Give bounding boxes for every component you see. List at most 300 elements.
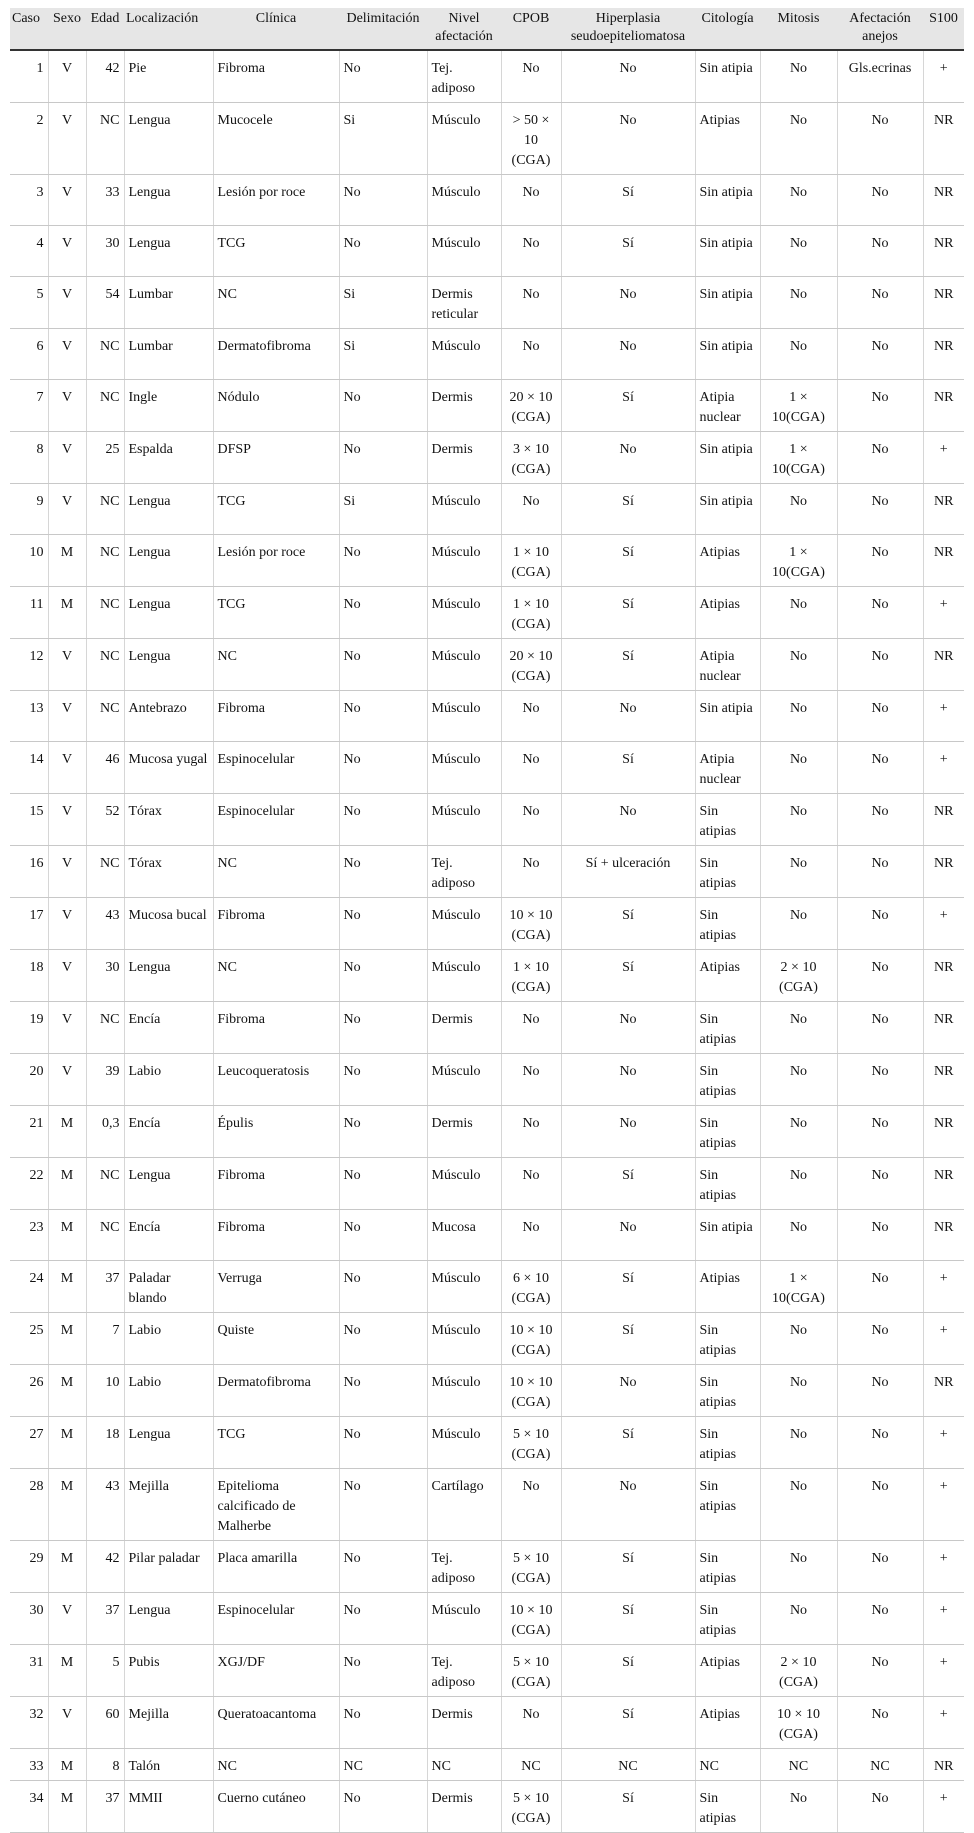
cell-clinica: TCG <box>213 1417 339 1469</box>
cell-edad: 30 <box>86 950 124 1002</box>
cell-mitosis: No <box>760 1313 837 1365</box>
cell-sexo: V <box>48 329 86 380</box>
cell-afectacion-anejos: No <box>837 794 923 846</box>
cell-localizacion: Lumbar <box>124 329 213 380</box>
cell-nivel-afectacion: Músculo <box>427 742 501 794</box>
cell-caso: 6 <box>10 329 48 380</box>
cell-cpob: No <box>501 226 561 277</box>
cell-delimitacion: Si <box>339 277 427 329</box>
cell-nivel-afectacion: Músculo <box>427 484 501 535</box>
cell-nivel-afectacion: Dermis <box>427 1106 501 1158</box>
cell-s100: NR <box>923 329 964 380</box>
cell-afectacion-anejos: No <box>837 1469 923 1541</box>
cell-edad: 37 <box>86 1261 124 1313</box>
cell-sexo: M <box>48 1313 86 1365</box>
cell-mitosis: No <box>760 587 837 639</box>
cell-edad: NC <box>86 639 124 691</box>
table-row <box>10 103 964 175</box>
cell-clinica: Fibroma <box>213 691 339 742</box>
cell-cpob: No <box>501 794 561 846</box>
cell-edad: 0,3 <box>86 1106 124 1158</box>
cell-nivel-afectacion: Músculo <box>427 1261 501 1313</box>
header-row <box>10 8 964 50</box>
cell-cpob: 6 × 10 (CGA) <box>501 1261 561 1313</box>
cell-cpob: No <box>501 1054 561 1106</box>
table-row <box>10 1365 964 1417</box>
cell-caso: 4 <box>10 226 48 277</box>
cell-delimitacion: Si <box>339 484 427 535</box>
cell-caso: 27 <box>10 1417 48 1469</box>
cell-clinica: NC <box>213 950 339 1002</box>
cell-s100: + <box>923 1417 964 1469</box>
cell-mitosis: No <box>760 175 837 226</box>
cell-cpob: 5 × 10 (CGA) <box>501 1417 561 1469</box>
cell-mitosis: No <box>760 1541 837 1593</box>
cell-hiperplasia: Sí <box>561 1781 695 1833</box>
cell-citologia: Sin atipias <box>695 1054 760 1106</box>
cell-delimitacion: No <box>339 1210 427 1261</box>
cell-nivel-afectacion: Músculo <box>427 587 501 639</box>
cell-caso: 22 <box>10 1158 48 1210</box>
cell-afectacion-anejos: No <box>837 898 923 950</box>
cell-mitosis: No <box>760 1469 837 1541</box>
cell-afectacion-anejos: No <box>837 1417 923 1469</box>
cell-cpob: No <box>501 1002 561 1054</box>
cell-clinica: Cuerno cutáneo <box>213 1781 339 1833</box>
cell-localizacion: Ingle <box>124 380 213 432</box>
cell-cpob: 5 × 10 (CGA) <box>501 1645 561 1697</box>
cell-s100: NR <box>923 380 964 432</box>
cell-caso: 34 <box>10 1781 48 1833</box>
cell-nivel-afectacion: Músculo <box>427 898 501 950</box>
cell-cpob: > 50 × 10 (CGA) <box>501 103 561 175</box>
cell-clinica: TCG <box>213 226 339 277</box>
cell-hiperplasia: Sí <box>561 226 695 277</box>
cell-mitosis: 1 × 10(CGA) <box>760 380 837 432</box>
cell-sexo: V <box>48 1002 86 1054</box>
cell-citologia: Sin atipias <box>695 794 760 846</box>
cell-s100: + <box>923 1313 964 1365</box>
cell-cpob: 3 × 10 (CGA) <box>501 432 561 484</box>
cell-caso: 12 <box>10 639 48 691</box>
cell-edad: NC <box>86 691 124 742</box>
cell-citologia: Atipia nuclear <box>695 742 760 794</box>
cell-s100: NR <box>923 1365 964 1417</box>
cell-nivel-afectacion: Músculo <box>427 1365 501 1417</box>
cell-sexo: M <box>48 1645 86 1697</box>
cell-localizacion: Pie <box>124 50 213 103</box>
cell-localizacion: Lengua <box>124 535 213 587</box>
cell-sexo: V <box>48 898 86 950</box>
cell-nivel-afectacion: Músculo <box>427 639 501 691</box>
cell-nivel-afectacion: Mucosa <box>427 1210 501 1261</box>
cell-hiperplasia: Sí <box>561 587 695 639</box>
cell-hiperplasia: No <box>561 277 695 329</box>
cell-hiperplasia: No <box>561 50 695 103</box>
cell-hiperplasia: No <box>561 103 695 175</box>
cell-citologia: Sin atipias <box>695 1469 760 1541</box>
cell-edad: 37 <box>86 1593 124 1645</box>
cell-sexo: M <box>48 1158 86 1210</box>
cell-nivel-afectacion: Dermis reticular <box>427 277 501 329</box>
cell-cpob: 1 × 10 (CGA) <box>501 587 561 639</box>
cell-hiperplasia: Sí <box>561 742 695 794</box>
cell-sexo: V <box>48 1593 86 1645</box>
cell-afectacion-anejos: No <box>837 432 923 484</box>
cell-clinica: Verruga <box>213 1261 339 1313</box>
cell-edad: NC <box>86 1158 124 1210</box>
table-row <box>10 1781 964 1833</box>
cell-localizacion: Encía <box>124 1106 213 1158</box>
cell-citologia: Atipias <box>695 1645 760 1697</box>
cell-mitosis: No <box>760 794 837 846</box>
cell-localizacion: Labio <box>124 1365 213 1417</box>
cell-edad: 8 <box>86 1749 124 1781</box>
cell-caso: 33 <box>10 1749 48 1781</box>
cell-sexo: V <box>48 1697 86 1749</box>
cell-hiperplasia: Sí <box>561 1697 695 1749</box>
cell-delimitacion: Si <box>339 329 427 380</box>
cell-cpob: No <box>501 175 561 226</box>
cell-caso: 7 <box>10 380 48 432</box>
cell-delimitacion: No <box>339 1469 427 1541</box>
cell-citologia: Atipias <box>695 587 760 639</box>
cell-localizacion: Lengua <box>124 639 213 691</box>
cell-clinica: Lesión por roce <box>213 175 339 226</box>
col-header-citologia: Citología <box>695 8 760 50</box>
cell-cpob: 10 × 10 (CGA) <box>501 1313 561 1365</box>
cell-caso: 28 <box>10 1469 48 1541</box>
cell-localizacion: Lengua <box>124 950 213 1002</box>
cell-cpob: 20 × 10 (CGA) <box>501 639 561 691</box>
table-row <box>10 587 964 639</box>
cell-edad: 39 <box>86 1054 124 1106</box>
cell-edad: 42 <box>86 50 124 103</box>
cell-hiperplasia: No <box>561 1210 695 1261</box>
cell-hiperplasia: Sí <box>561 1593 695 1645</box>
cell-citologia: Atipias <box>695 535 760 587</box>
cell-citologia: Sin atipia <box>695 50 760 103</box>
cell-clinica: Épulis <box>213 1106 339 1158</box>
cell-sexo: V <box>48 950 86 1002</box>
cell-hiperplasia: Sí <box>561 950 695 1002</box>
cell-nivel-afectacion: Músculo <box>427 950 501 1002</box>
cell-sexo: V <box>48 103 86 175</box>
cell-caso: 29 <box>10 1541 48 1593</box>
cell-afectacion-anejos: No <box>837 1002 923 1054</box>
cell-delimitacion: No <box>339 1781 427 1833</box>
cell-nivel-afectacion: Músculo <box>427 691 501 742</box>
cell-clinica: Fibroma <box>213 898 339 950</box>
cell-caso: 23 <box>10 1210 48 1261</box>
cell-nivel-afectacion: Tej. adiposo <box>427 1541 501 1593</box>
cell-mitosis: No <box>760 1106 837 1158</box>
cell-s100: NR <box>923 535 964 587</box>
cell-s100: NR <box>923 846 964 898</box>
cell-s100: + <box>923 1781 964 1833</box>
cell-edad: 33 <box>86 175 124 226</box>
cell-afectacion-anejos: No <box>837 329 923 380</box>
cell-citologia: Sin atipia <box>695 277 760 329</box>
cell-s100: NR <box>923 1054 964 1106</box>
cell-citologia: Sin atipias <box>695 1106 760 1158</box>
cell-caso: 3 <box>10 175 48 226</box>
cell-mitosis: 1 × 10(CGA) <box>760 535 837 587</box>
cell-localizacion: Lengua <box>124 1417 213 1469</box>
cell-hiperplasia: Sí <box>561 639 695 691</box>
table-body <box>10 50 964 1833</box>
cell-caso: 25 <box>10 1313 48 1365</box>
cell-edad: 52 <box>86 794 124 846</box>
table-row <box>10 1469 964 1541</box>
cell-cpob: No <box>501 691 561 742</box>
cell-s100: + <box>923 1469 964 1541</box>
cell-caso: 32 <box>10 1697 48 1749</box>
cell-nivel-afectacion: Dermis <box>427 432 501 484</box>
cell-afectacion-anejos: No <box>837 1541 923 1593</box>
cell-citologia: NC <box>695 1749 760 1781</box>
cell-sexo: M <box>48 1469 86 1541</box>
cell-cpob: 5 × 10 (CGA) <box>501 1541 561 1593</box>
cell-delimitacion: No <box>339 691 427 742</box>
cell-s100: NR <box>923 639 964 691</box>
cell-mitosis: NC <box>760 1749 837 1781</box>
cell-mitosis: No <box>760 1210 837 1261</box>
cell-caso: 14 <box>10 742 48 794</box>
col-header-clinica: Clínica <box>213 8 339 50</box>
cell-afectacion-anejos: No <box>837 535 923 587</box>
cell-clinica: NC <box>213 639 339 691</box>
col-header-cpob: CPOB <box>501 8 561 50</box>
cell-nivel-afectacion: Dermis <box>427 380 501 432</box>
cell-edad: 43 <box>86 898 124 950</box>
cell-afectacion-anejos: No <box>837 484 923 535</box>
cell-cpob: 10 × 10 (CGA) <box>501 1593 561 1645</box>
cell-clinica: Fibroma <box>213 1002 339 1054</box>
cell-mitosis: No <box>760 1002 837 1054</box>
cell-mitosis: No <box>760 277 837 329</box>
cell-nivel-afectacion: Músculo <box>427 1417 501 1469</box>
table-row <box>10 691 964 742</box>
table-row <box>10 1106 964 1158</box>
cell-nivel-afectacion: Músculo <box>427 1313 501 1365</box>
cell-sexo: M <box>48 1541 86 1593</box>
cell-edad: 37 <box>86 1781 124 1833</box>
cell-s100: NR <box>923 1210 964 1261</box>
cell-citologia: Sin atipias <box>695 846 760 898</box>
cell-delimitacion: No <box>339 950 427 1002</box>
cell-localizacion: Antebrazo <box>124 691 213 742</box>
cell-delimitacion: No <box>339 1417 427 1469</box>
cell-clinica: Epitelioma calcificado de Malherbe <box>213 1469 339 1541</box>
cell-clinica: Quiste <box>213 1313 339 1365</box>
cell-s100: NR <box>923 950 964 1002</box>
cell-afectacion-anejos: Gls.ecrinas <box>837 50 923 103</box>
cell-afectacion-anejos: No <box>837 950 923 1002</box>
table-row <box>10 1593 964 1645</box>
cell-afectacion-anejos: No <box>837 587 923 639</box>
cell-delimitacion: No <box>339 794 427 846</box>
cell-mitosis: No <box>760 103 837 175</box>
table-row <box>10 175 964 226</box>
cell-citologia: Sin atipia <box>695 226 760 277</box>
cell-sexo: V <box>48 1054 86 1106</box>
cell-clinica: NC <box>213 277 339 329</box>
cell-caso: 20 <box>10 1054 48 1106</box>
cell-citologia: Sin atipia <box>695 1210 760 1261</box>
cell-hiperplasia: No <box>561 432 695 484</box>
cell-edad: NC <box>86 329 124 380</box>
cell-localizacion: Lengua <box>124 226 213 277</box>
cell-mitosis: No <box>760 846 837 898</box>
cell-delimitacion: Si <box>339 103 427 175</box>
cell-sexo: V <box>48 432 86 484</box>
cell-afectacion-anejos: No <box>837 846 923 898</box>
cell-citologia: Sin atipias <box>695 1158 760 1210</box>
cell-hiperplasia: NC <box>561 1749 695 1781</box>
cell-s100: + <box>923 50 964 103</box>
cell-afectacion-anejos: No <box>837 1313 923 1365</box>
cell-citologia: Sin atipia <box>695 691 760 742</box>
cell-cpob: No <box>501 50 561 103</box>
cell-edad: 43 <box>86 1469 124 1541</box>
cell-clinica: Fibroma <box>213 50 339 103</box>
cell-nivel-afectacion: Dermis <box>427 1697 501 1749</box>
cell-citologia: Sin atipia <box>695 432 760 484</box>
cell-localizacion: Paladar blando <box>124 1261 213 1313</box>
col-header-delimitacion: Delimitación <box>339 8 427 50</box>
cell-sexo: V <box>48 50 86 103</box>
cell-afectacion-anejos: No <box>837 1781 923 1833</box>
col-header-afectacion-anejos: Afectación anejos <box>837 8 923 50</box>
cell-citologia: Sin atipia <box>695 175 760 226</box>
cell-nivel-afectacion: Músculo <box>427 175 501 226</box>
cell-afectacion-anejos: No <box>837 1365 923 1417</box>
cell-delimitacion: No <box>339 1106 427 1158</box>
table-row <box>10 1541 964 1593</box>
cell-s100: NR <box>923 1106 964 1158</box>
cell-s100: NR <box>923 484 964 535</box>
cell-hiperplasia: Sí <box>561 1417 695 1469</box>
cell-cpob: No <box>501 1158 561 1210</box>
cell-sexo: V <box>48 175 86 226</box>
table-row <box>10 1749 964 1781</box>
table-row <box>10 226 964 277</box>
cell-delimitacion: NC <box>339 1749 427 1781</box>
cell-clinica: Placa amarilla <box>213 1541 339 1593</box>
cell-mitosis: No <box>760 329 837 380</box>
cell-nivel-afectacion: Músculo <box>427 535 501 587</box>
cell-caso: 15 <box>10 794 48 846</box>
cell-hiperplasia: Sí <box>561 175 695 226</box>
cell-cpob: NC <box>501 1749 561 1781</box>
col-header-sexo: Sexo <box>48 8 86 50</box>
col-header-nivel-afectacion: Nivel afectación <box>427 8 501 50</box>
cell-caso: 9 <box>10 484 48 535</box>
cell-clinica: Dermatofibroma <box>213 1365 339 1417</box>
cell-nivel-afectacion: Músculo <box>427 226 501 277</box>
table-row <box>10 1313 964 1365</box>
cell-sexo: M <box>48 1261 86 1313</box>
cell-sexo: V <box>48 380 86 432</box>
cell-delimitacion: No <box>339 1541 427 1593</box>
cell-afectacion-anejos: No <box>837 742 923 794</box>
cell-localizacion: Labio <box>124 1313 213 1365</box>
cell-clinica: Espinocelular <box>213 742 339 794</box>
cell-afectacion-anejos: No <box>837 175 923 226</box>
cell-clinica: Leucoqueratosis <box>213 1054 339 1106</box>
cell-caso: 18 <box>10 950 48 1002</box>
cell-sexo: V <box>48 742 86 794</box>
cell-citologia: Sin atipias <box>695 1781 760 1833</box>
cell-localizacion: Mejilla <box>124 1697 213 1749</box>
cell-afectacion-anejos: No <box>837 691 923 742</box>
cell-clinica: NC <box>213 846 339 898</box>
cell-nivel-afectacion: Músculo <box>427 794 501 846</box>
cell-caso: 30 <box>10 1593 48 1645</box>
cell-delimitacion: No <box>339 1365 427 1417</box>
cell-s100: + <box>923 587 964 639</box>
cell-citologia: Sin atipias <box>695 1313 760 1365</box>
cell-clinica: Fibroma <box>213 1158 339 1210</box>
cell-clinica: Nódulo <box>213 380 339 432</box>
cell-cpob: No <box>501 1106 561 1158</box>
cell-caso: 31 <box>10 1645 48 1697</box>
cell-mitosis: No <box>760 484 837 535</box>
table-row <box>10 846 964 898</box>
cell-mitosis: 2 × 10 (CGA) <box>760 1645 837 1697</box>
cell-caso: 10 <box>10 535 48 587</box>
cell-clinica: Lesión por roce <box>213 535 339 587</box>
cell-localizacion: Talón <box>124 1749 213 1781</box>
cell-localizacion: Labio <box>124 1054 213 1106</box>
cell-mitosis: 1 × 10(CGA) <box>760 1261 837 1313</box>
cell-localizacion: Tórax <box>124 846 213 898</box>
cell-citologia: Sin atipias <box>695 1365 760 1417</box>
table-row <box>10 898 964 950</box>
cell-delimitacion: No <box>339 1313 427 1365</box>
cell-hiperplasia: Sí <box>561 1158 695 1210</box>
cell-citologia: Sin atipia <box>695 484 760 535</box>
cell-delimitacion: No <box>339 226 427 277</box>
cell-localizacion: Lengua <box>124 484 213 535</box>
cell-edad: 10 <box>86 1365 124 1417</box>
cell-mitosis: No <box>760 898 837 950</box>
cell-clinica: Espinocelular <box>213 1593 339 1645</box>
cell-localizacion: Pilar paladar <box>124 1541 213 1593</box>
cell-cpob: 20 × 10 (CGA) <box>501 380 561 432</box>
cell-edad: 7 <box>86 1313 124 1365</box>
col-header-localizacion: Localización <box>124 8 213 50</box>
cell-delimitacion: No <box>339 535 427 587</box>
cell-mitosis: No <box>760 1365 837 1417</box>
cell-nivel-afectacion: Músculo <box>427 1054 501 1106</box>
cell-delimitacion: No <box>339 898 427 950</box>
cell-clinica: Mucocele <box>213 103 339 175</box>
cell-edad: NC <box>86 380 124 432</box>
cell-mitosis: No <box>760 639 837 691</box>
cell-edad: 42 <box>86 1541 124 1593</box>
cell-afectacion-anejos: No <box>837 1210 923 1261</box>
cell-localizacion: Tórax <box>124 794 213 846</box>
table-row <box>10 1210 964 1261</box>
cell-nivel-afectacion: Cartílago <box>427 1469 501 1541</box>
cell-clinica: DFSP <box>213 432 339 484</box>
cell-afectacion-anejos: No <box>837 1697 923 1749</box>
cell-clinica: Espinocelular <box>213 794 339 846</box>
cell-delimitacion: No <box>339 639 427 691</box>
cell-citologia: Atipias <box>695 950 760 1002</box>
